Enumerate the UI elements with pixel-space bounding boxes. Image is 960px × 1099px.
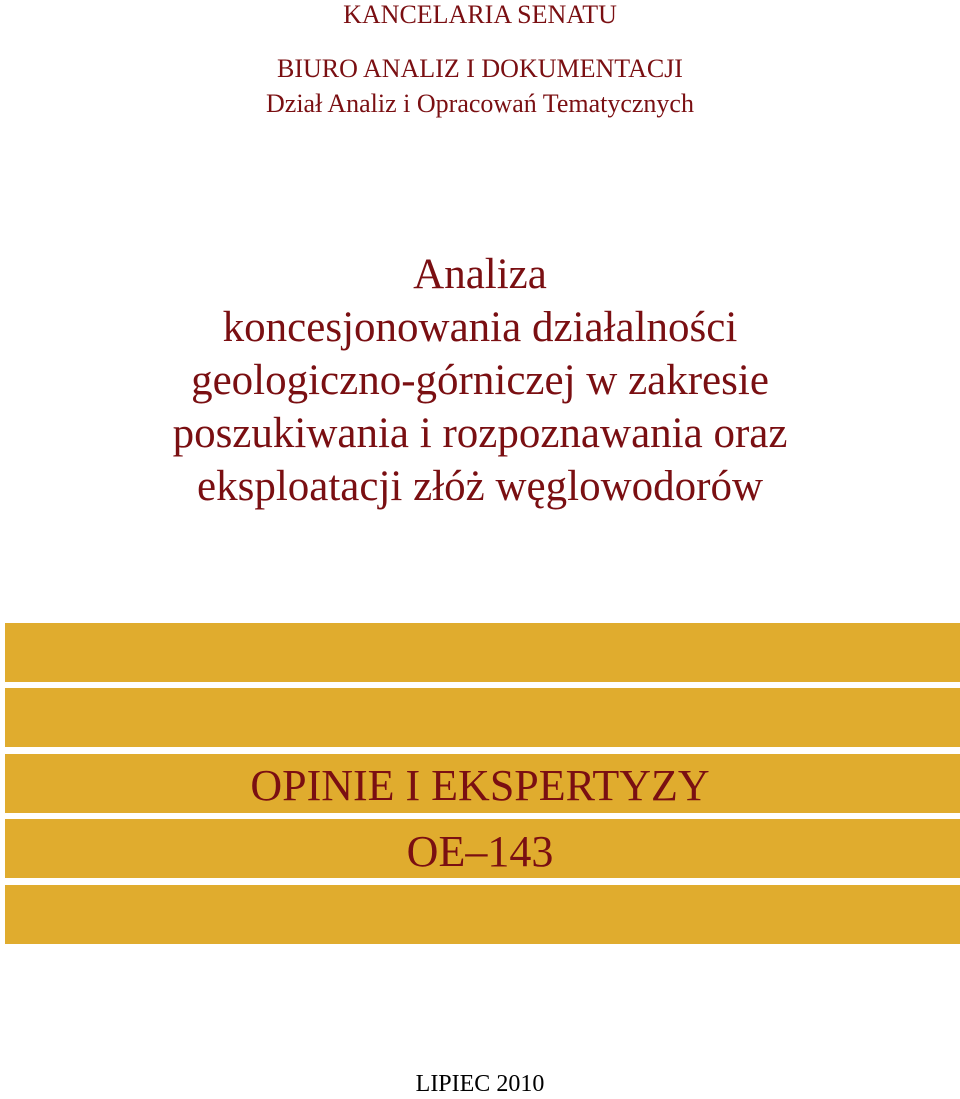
title-line: Analiza <box>413 251 547 298</box>
series-number: OE–143 <box>406 827 554 876</box>
title-line: koncesjonowania działalności <box>222 304 738 351</box>
series-name: OPINIE I EKSPERTYZY <box>250 761 710 810</box>
title-line: eksploatacji złóż węglowodorów <box>197 463 763 510</box>
decorative-band <box>5 885 960 944</box>
title-line: geologiczno-górniczej w zakresie <box>191 357 769 404</box>
bureau-name: BIURO ANALIZ I DOKUMENTACJI <box>277 54 683 83</box>
decorative-band <box>5 688 960 747</box>
institution-name: KANCELARIA SENATU <box>343 0 617 29</box>
title-line: poszukiwania i rozpoznawania oraz <box>172 410 788 457</box>
division-name: Dział Analiz i Opracowań Tematycznych <box>266 89 694 118</box>
publication-date: LIPIEC 2010 <box>415 1071 545 1097</box>
document-title <box>0 248 960 513</box>
decorative-band <box>5 623 960 682</box>
